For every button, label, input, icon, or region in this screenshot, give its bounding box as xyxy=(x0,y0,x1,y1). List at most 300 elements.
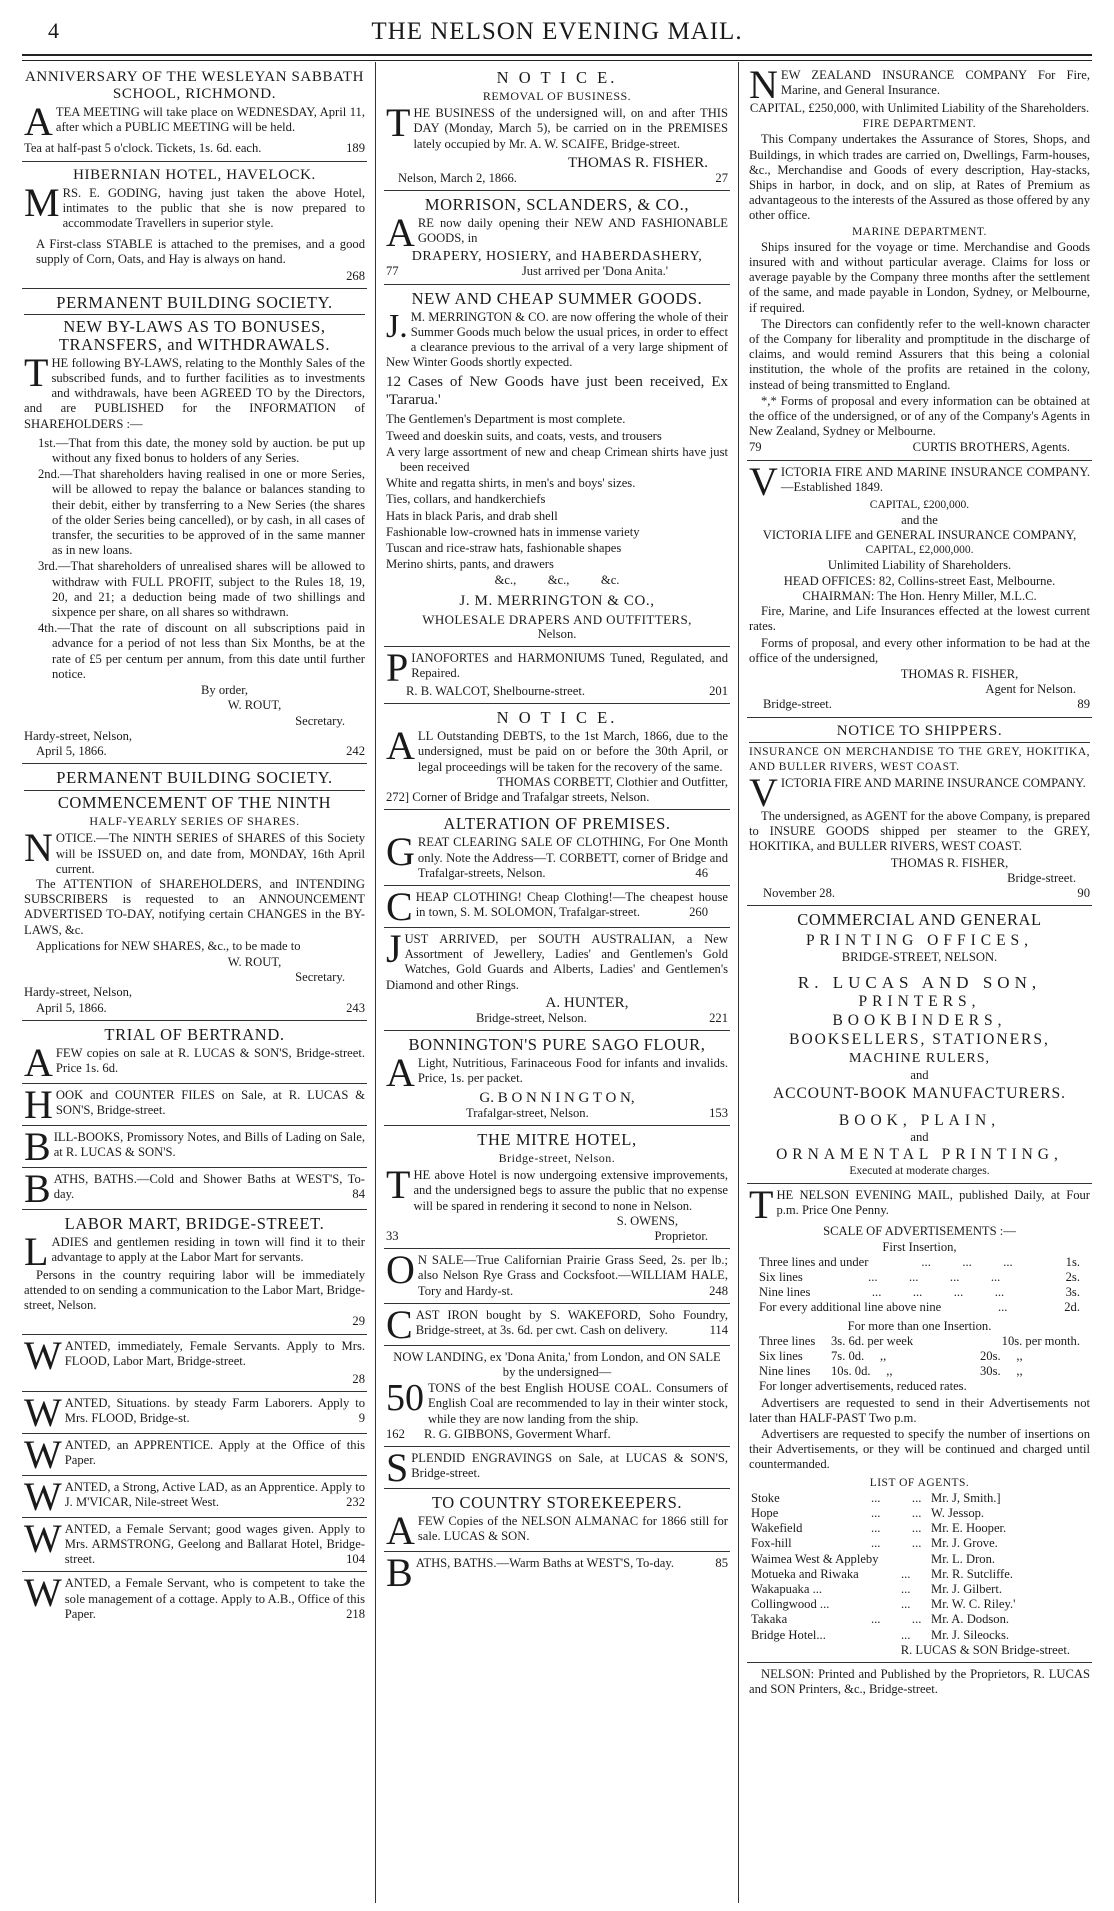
ad-text: PLENDID ENGRAVINGS on Sale, at LUCAS & SON'S, Bridge-street. xyxy=(411,1450,728,1481)
ad-body xyxy=(24,1039,365,1085)
rate-value: 1s. xyxy=(1065,1254,1080,1269)
ad-body xyxy=(386,307,728,371)
ad-number: 28 xyxy=(352,1371,365,1386)
agent-place: Stoke xyxy=(751,1490,780,1505)
ad-number: 27 xyxy=(715,171,728,186)
ad-text: CAPITAL, £200,000. xyxy=(869,498,970,511)
ad-number: 243 xyxy=(346,1000,365,1015)
ad-text: A First-class STABLE is attached to the premises, and a good supply of Corn, Oats, and Hay is always on hand. xyxy=(36,237,365,267)
ad-text: FEW copies on sale at R. LUCAS & SON'S, Bridge-street. Price 1s. 6d. xyxy=(55,1045,365,1075)
leader-dots: ... ... xyxy=(871,1490,922,1505)
ad-number: 189 xyxy=(346,141,365,156)
ad-text: DRAPERY, HOSIERY, and HABERDASHERY, xyxy=(411,249,703,265)
ad-number: 201 xyxy=(709,684,728,699)
ad-text: Advertisers are requested to send in their Advertisements not later than HALF-PAST Two p.m. xyxy=(749,1395,1090,1425)
trade-line: ACCOUNT-BOOK MANUFACTURERS. xyxy=(772,1084,1067,1102)
newspaper-title: THE NELSON EVENING MAIL. xyxy=(371,18,743,45)
ad-footer xyxy=(386,790,728,805)
list-item: A very large assortment of new and cheap Crimean shirts have just been received xyxy=(386,444,728,475)
ad-text: ADIES and gentlemen residing in town will find it to their advantage to apply at the Labor Mart for servants. xyxy=(51,1234,365,1264)
agent-place: Bridge Hotel... xyxy=(751,1627,826,1642)
agent-name: Mr. L. Dron. xyxy=(931,1551,996,1566)
ad-text: M. MERRINGTON & CO. are now offering the whole of their Summer Goods much below the usual prices, in order to effect a clearance previous to the arrival of a very large shipment of New Winter Goods shortly expected. xyxy=(386,309,728,370)
signer-role: Proprietor. xyxy=(654,1228,708,1243)
ad-footer-text: Tea at half-past 5 o'clock. Tickets, 1s. 6d. each. xyxy=(24,141,262,156)
list-item: Fashionable low-crowned hats in immense variety xyxy=(386,524,640,539)
agent-row xyxy=(751,1628,1090,1643)
ad-text: *,* Forms of proposal and every information can be obtained at the office of the undersigned, or of any of the Company's Agents in New Zealand, Sydney or Melbourne. xyxy=(749,393,1090,439)
ad-number: 9 xyxy=(358,1410,365,1425)
ad-footer xyxy=(386,684,728,699)
rate-label: Six lines xyxy=(759,1348,803,1363)
trade-line: PRINTERS, xyxy=(858,993,981,1011)
ad-number: 89 xyxy=(1077,697,1090,712)
signer-role: Secretary. xyxy=(295,970,345,985)
ad-number: 268 xyxy=(346,268,365,283)
address: Bridge-street. xyxy=(1007,870,1076,885)
ad-number: 104 xyxy=(346,1552,365,1567)
section-head: FIRE DEPARTMENT. xyxy=(862,118,977,131)
ad-number: 85 xyxy=(715,1555,728,1570)
agent-row xyxy=(751,1491,1090,1506)
ad-title: N O T I C E. xyxy=(496,68,618,87)
ad-title: HIBERNIAN HOTEL, HAVELOCK. xyxy=(73,166,316,183)
place: Nelson. xyxy=(537,626,577,641)
ad-text: HE BUSINESS of the undersigned will, on and after THIS DAY (Monday, March 5), be carried on in the PREMISES lately occupied by Mr. A. W. SCAIFE, Bridge-street. xyxy=(413,106,728,151)
ad-text: HEAP CLOTHING! Cheap Clothing!—The cheapest house in town, S. M. SOLOMON, Trafalgar-street. xyxy=(415,889,728,920)
ad-text: LL Outstanding DEBTS, to the 1st March, 1866, due to the undersigned, must be paid on or before the 30th April, or legal proceedings will be taken for the recovery of the same. xyxy=(417,729,728,774)
agent-row xyxy=(751,1582,1090,1597)
leader-dots: ... ... xyxy=(871,1506,922,1521)
ad-title: THE MITRE HOTEL, xyxy=(477,1129,637,1149)
ad-text: HE NELSON EVENING MAIL, published Daily, at Four p.m. Price One Penny. xyxy=(776,1187,1090,1218)
agent-name: Mr. A. Dodson. xyxy=(931,1612,1010,1627)
date: Nelson, March 2, 1866. xyxy=(398,171,517,186)
rate-row xyxy=(759,1255,1080,1270)
leader-dots: ... ... ... ... xyxy=(871,1285,1005,1300)
agent-row xyxy=(751,1597,1090,1612)
ad-body xyxy=(24,179,365,232)
ad-text: Advertisers are requested to specify the number of insertions on their Advertisements, or they will be continued and charged until countermanded. xyxy=(749,1427,1090,1472)
ad-house-coal xyxy=(384,1346,730,1447)
ad-subtitle: NEW BY-LAWS AS TO BONUSES, TRANSFERS, and WITHDRAWALS. xyxy=(24,314,365,354)
ad-text: Applications for NEW SHARES, &c., to be made to xyxy=(36,938,301,953)
signer: W. ROUT, xyxy=(227,954,282,969)
ad-body xyxy=(386,100,728,152)
ad-body xyxy=(24,99,365,144)
ad-body xyxy=(386,210,728,256)
ad-printing-offices xyxy=(747,906,1092,1184)
drop-cap: A xyxy=(24,99,53,144)
ad-baths xyxy=(22,1165,367,1211)
column-divider xyxy=(375,62,376,1903)
address: Corner of Bridge and Trafalgar streets, Nelson. xyxy=(412,790,650,805)
agent-name: Mr. E. Hooper. xyxy=(931,1521,1007,1536)
ad-text: TEA MEETING will take place on WEDNESDAY, April 11, after which a PUBLIC MEETING will be held. xyxy=(55,105,365,135)
ad-text: Ships insured for the voyage or time. Merchandise and Goods insured with and without particular average. Claims for loss or average payable by the Company three months after the settlement of the same, and made payable in London, Sydney, or Melbourne, if required. xyxy=(749,239,1090,315)
drop-cap: J. xyxy=(386,307,408,345)
agent-place: Wakefield xyxy=(751,1521,803,1536)
rate-row xyxy=(759,1270,1080,1285)
signer: W. ROUT, xyxy=(227,698,282,713)
place: Hardy-street, Nelson, xyxy=(24,985,133,1000)
ad-number: 153 xyxy=(709,1105,728,1120)
agent-row xyxy=(751,1552,1090,1567)
ad-body xyxy=(24,1165,365,1211)
ad-cast-iron xyxy=(384,1301,730,1347)
drop-cap: C xyxy=(386,883,413,929)
drop-cap: O xyxy=(386,1247,415,1293)
agent-row xyxy=(751,1567,1090,1582)
ad-text: and xyxy=(910,1129,929,1144)
agent-row xyxy=(751,1536,1090,1551)
ad-text: Executed at moderate charges. xyxy=(849,1164,990,1177)
address: Trafalgar-street, Nelson. xyxy=(466,1105,589,1120)
leader-dots: ... ... ... ... xyxy=(868,1269,1001,1284)
date: April 5, 1866. xyxy=(36,743,107,758)
ad-building-society-ninth xyxy=(22,764,367,1021)
list-item: Ties, collars, and handkerchiefs xyxy=(386,492,546,507)
agent-place: Motueka and Riwaka xyxy=(751,1566,859,1581)
leader-dots: ... xyxy=(901,1582,911,1597)
agent-place: Collingwood ... xyxy=(751,1597,830,1612)
ad-footer xyxy=(749,886,1090,901)
drop-cap: C xyxy=(386,1301,413,1347)
ad-body xyxy=(24,1123,365,1169)
drop-cap: T xyxy=(386,100,411,146)
ad-bill-books xyxy=(22,1123,367,1169)
ad-text: AST IRON bought by S. WAKEFORD, Soho Foundry, Bridge-street, at 3s. 6d. per cwt. Cash on delivery. xyxy=(415,1307,728,1337)
ad-footer xyxy=(24,1001,365,1016)
ad-body xyxy=(386,1162,728,1214)
section-head: LIST OF AGENTS. xyxy=(869,1476,970,1489)
ad-wanted-female-servant xyxy=(22,1515,367,1573)
imprint-text: NELSON: Printed and Published by the Proprietors, R. LUCAS and SON Printers, &c., Bridge-street. xyxy=(749,1667,1090,1697)
agent-place: Wakapuaka ... xyxy=(751,1582,823,1597)
drop-cap: V xyxy=(749,458,778,504)
agent-name: Mr. J, Smith.] xyxy=(931,1490,1001,1505)
drop-cap: G xyxy=(386,829,415,875)
ad-subtitle: Bridge-street, Nelson. xyxy=(498,1150,616,1165)
rate-value: 2s. xyxy=(1065,1269,1080,1284)
ad-text: ILL-BOOKS, Promissory Notes, and Bills of Lading on Sale, at R. LUCAS & SON'S. xyxy=(53,1129,365,1159)
ad-footer xyxy=(386,1229,728,1244)
ad-hook-files xyxy=(22,1081,367,1127)
section-head: SCALE OF ADVERTISEMENTS :— xyxy=(823,1224,1016,1239)
drop-cap: W xyxy=(24,1332,62,1378)
signer: R. LUCAS & SON Bridge-street. xyxy=(900,1642,1070,1657)
address: Bridge-street. xyxy=(763,697,832,712)
ad-number: 232 xyxy=(346,1494,365,1509)
leader-dots: ... ... xyxy=(871,1521,922,1536)
ad-body xyxy=(24,1431,365,1477)
rate-table xyxy=(749,1334,1090,1380)
agent-place: Waimea West & Appleby xyxy=(751,1551,879,1566)
drop-cap: H xyxy=(24,1081,53,1127)
ad-victoria-insurance xyxy=(747,458,1092,718)
ad-removal-of-business xyxy=(384,64,730,191)
drop-cap: W xyxy=(24,1473,62,1519)
ad-text: REAT CLEARING SALE OF CLOTHING, For One Month only. Note the Address—T. CORBETT, corner of Bridge and Trafalgar-streets, Nelson. xyxy=(417,835,728,880)
signer: THOMAS R. FISHER, xyxy=(900,666,1019,681)
trade-line: BOOK, PLAIN, xyxy=(838,1111,1001,1129)
firm-subtitle: WHOLESALE DRAPERS AND OUTFITTERS, xyxy=(422,611,692,627)
ad-country-storekeepers xyxy=(384,1489,730,1552)
by-order: By order, xyxy=(200,683,249,698)
ad-notice-to-shippers xyxy=(747,718,1092,907)
ad-body xyxy=(749,1181,1090,1227)
address: BRIDGE-STREET, NELSON. xyxy=(841,950,998,965)
ad-title: ALTERATION OF PREMISES. xyxy=(443,814,671,834)
rate-label: Six lines xyxy=(759,1269,803,1284)
ad-body xyxy=(386,1377,728,1427)
ad-wanted-cottage xyxy=(22,1572,367,1626)
big-number: 50 xyxy=(386,1377,424,1420)
agent-name: Mr. R. Sutcliffe. xyxy=(931,1566,1013,1581)
rate-label: Nine lines xyxy=(759,1285,811,1300)
ad-text: Just arrived per 'Dona Anita.' xyxy=(521,264,668,279)
signer: R. G. GIBBONS, Goverment Wharf. xyxy=(424,1426,611,1441)
ad-number: 90 xyxy=(1077,885,1090,900)
bylaw-item: 1st.—That from this date, the money sold by auction. be put up without any fixed bonus to holders of any Series. xyxy=(38,435,365,466)
rate-label: Nine lines xyxy=(759,1364,811,1379)
ad-body xyxy=(24,1473,365,1519)
ad-body xyxy=(749,769,1090,815)
ad-text: VICTORIA LIFE and GENERAL INSURANCE COMPANY, xyxy=(762,528,1077,543)
ad-number: 84 xyxy=(352,1186,365,1201)
drop-cap: W xyxy=(24,1389,62,1435)
signer: G. B O N N I N G T O N, xyxy=(479,1089,635,1106)
ad-body xyxy=(749,458,1090,504)
ad-body xyxy=(386,829,728,881)
rate-row xyxy=(759,1364,1080,1379)
ad-number: 242 xyxy=(346,743,365,758)
list-item: The Gentlemen's Department is most complete. xyxy=(386,412,626,427)
ad-text: HE following BY-LAWS, relating to the Monthly Sales of the subscribed funds, and to further facilities as to investments and withdrawals, have been AGREED TO by the Directors, and are PUBLISHED for the INFORMATION of SHAREHOLDERS :— xyxy=(24,355,365,431)
drop-cap: J xyxy=(386,925,402,971)
signer: CURTIS BROTHERS, Agents. xyxy=(912,440,1070,455)
ad-title: NOTICE TO SHIPPERS. xyxy=(836,722,1003,739)
rate-row xyxy=(759,1334,1080,1349)
ad-number: 79 xyxy=(749,440,762,455)
ad-trial-of-bertrand xyxy=(22,1021,367,1084)
signer: THOMAS CORBETT, Clothier and Outfitter, xyxy=(497,774,728,789)
ad-title: BONNINGTON'S PURE SAGO FLOUR, xyxy=(408,1035,706,1055)
ad-text: ATHS, BATHS.—Cold and Shower Baths at WEST'S, To-day. xyxy=(53,1171,365,1201)
ad-text: ANTED, a Female Servant; good wages given. Apply to Mrs. ARMSTRONG, Geelong and Ballarat Hotel, Bridge-street. xyxy=(64,1521,365,1567)
column-2 xyxy=(384,64,730,1903)
ad-building-society-bylaws xyxy=(22,289,367,764)
ad-alteration-of-premises xyxy=(384,810,730,886)
ad-footer xyxy=(24,744,365,759)
leader-dots: ... ... ... xyxy=(921,1254,1013,1269)
ad-text: HEAD OFFICES: 82, Collins-street East, Melbourne. xyxy=(783,573,1056,588)
ad-text: ATHS, BATHS.—Warm Baths at WEST'S, To-day. xyxy=(415,1555,674,1570)
signer-role: Agent for Nelson. xyxy=(985,682,1076,697)
ad-body xyxy=(24,1332,365,1378)
ad-subtitle: REMOVAL OF BUSINESS. xyxy=(482,89,632,103)
signer: THOMAS R. FISHER, xyxy=(890,855,1009,870)
ad-title: PERMANENT BUILDING SOCIETY. xyxy=(56,292,333,312)
ad-title: EW ZEALAND INSURANCE COMPANY For Fire, Marine, and General Insurance. xyxy=(780,68,1090,98)
bylaw-item: 2nd.—That shareholders having realised in one or more Series, will be allowed to repay the balance or balances standing to their debit, either by transferring to a New Series (the shares of the older Series being cancelled), or by cash, in all cases of transfer, the securities to be approved of in the same manner as in new loans. xyxy=(38,467,365,558)
drop-cap: B xyxy=(386,1549,413,1595)
ad-footer xyxy=(749,440,1090,455)
ad-text: ANTED, Situations. by steady Farm Laborers. Apply to Mrs. FLOOD, Bridge-st. xyxy=(64,1395,365,1425)
ad-text: IANOFORTES and HARMONIUMS Tuned, Regulated, and Repaired. xyxy=(411,651,728,681)
ad-text: Light, Nutritious, Farinaceous Food for infants and invalids. Price, 1s. per packet. xyxy=(417,1056,728,1086)
ad-footer xyxy=(386,1427,728,1442)
agent-place: Fox-hill xyxy=(751,1536,792,1551)
column-3 xyxy=(747,64,1092,1903)
drop-cap: P xyxy=(386,645,409,691)
imprint xyxy=(747,1663,1092,1702)
ad-text: Unlimited Liability of Shareholders. xyxy=(827,558,1012,573)
drop-cap: B xyxy=(24,1123,51,1169)
ad-wanted-situations xyxy=(22,1389,367,1435)
ad-text: For longer advertisements, reduced rates. xyxy=(759,1379,967,1394)
date: April 5, 1866. xyxy=(36,1000,107,1015)
ad-text: ANTED, immediately, Female Servants. Apply to Mrs. FLOOD, Labor Mart, Bridge-street. xyxy=(64,1338,365,1368)
signer: R. B. WALCOT, Shelbourne-street. xyxy=(406,684,585,699)
ad-outstanding-debts xyxy=(384,704,730,810)
firm-name: R. LUCAS AND SON, xyxy=(797,973,1042,993)
ad-footer xyxy=(749,697,1090,712)
drop-cap: M xyxy=(24,179,60,225)
ad-text: ANTED, a Strong, Active LAD, as an Apprentice. Apply to J. M'VICAR, Nile-street West. xyxy=(64,1479,365,1509)
trade-line: BOOKBINDERS, xyxy=(832,1012,1007,1030)
leader-dots: ... xyxy=(998,1300,1008,1315)
ad-cheap-clothing xyxy=(384,883,730,929)
rate-table xyxy=(749,1255,1090,1316)
ad-morrison-sclanders xyxy=(384,191,730,284)
ad-text: CHAIRMAN: The Hon. Henry Miller, M.L.C. xyxy=(802,588,1037,603)
rate-label: For every additional line above nine xyxy=(759,1300,942,1315)
signer-role: Secretary. xyxy=(295,713,345,728)
drop-cap: W xyxy=(24,1515,62,1561)
place: Hardy-street, Nelson, xyxy=(24,728,133,743)
ad-text: and the xyxy=(901,512,938,527)
drop-cap: L xyxy=(24,1228,49,1274)
ad-hibernian xyxy=(22,162,367,289)
ad-footer xyxy=(24,141,365,156)
ad-text: N SALE—True Californian Prairie Grass Seed, 2s. per lb.; also Nelson Rye Grass and Cocksfoot.—WILLIAM HALE, Tory and Hardy-st. xyxy=(417,1253,728,1298)
masthead xyxy=(0,18,1114,54)
trade-line: ORNAMENTAL PRINTING, xyxy=(776,1145,1063,1163)
ad-subtitle: HALF-YEARLY SERIES OF SHARES. xyxy=(89,814,300,829)
page-number: 4 xyxy=(48,18,59,43)
ad-subtitle: INSURANCE ON MERCHANDISE TO THE GREY, HOKITIKA, AND BULLER RIVERS, WEST COAST. xyxy=(749,742,1090,775)
date: November 28. xyxy=(763,885,836,900)
ad-title: ICTORIA FIRE AND MARINE INSURANCE COMPANY.—Established 1849. xyxy=(780,464,1090,494)
ad-footer xyxy=(386,264,728,279)
ad-number: 221 xyxy=(709,1010,728,1025)
ad-number: 29 xyxy=(352,1314,365,1329)
bylaw-item: 4th.—That the rate of discount on all subscriptions paid in advance for a period of not less than Six Months, be at the rate of £5 per centum per annum, from this date until further notice. xyxy=(38,621,365,681)
ad-text: This Company undertakes the Assurance of Stores, Shops, and Buildings, in which trades are carried on, Dwellings, Farm-houses, &c., Merchandise and Goods of every description, Hay-stacks, Ships in harbor, in dock, and on slip, at Rates of Premium as advantageous to the interests of the Assured as those offered by any other office. xyxy=(749,132,1090,223)
rate-label: Three lines xyxy=(759,1333,816,1348)
etc-line: &c., &c., &c. xyxy=(494,573,620,588)
masthead-rule xyxy=(22,54,1092,61)
ad-body xyxy=(386,883,728,929)
ad-wanted-lad xyxy=(22,1473,367,1519)
rate-row xyxy=(759,1349,1080,1364)
ad-body xyxy=(24,1570,365,1622)
ad-body xyxy=(24,1515,365,1568)
drop-cap: B xyxy=(24,1165,51,1211)
list-item: Tuscan and rice-straw hats, fashionable shapes xyxy=(386,541,622,556)
agent-row xyxy=(751,1612,1090,1627)
leader-dots: ... ... xyxy=(871,1536,922,1551)
bylaw-list xyxy=(24,436,365,682)
ad-text: First Insertion, xyxy=(882,1239,957,1254)
ad-footer xyxy=(386,1011,728,1026)
ad-body xyxy=(386,925,728,993)
ad-title: PERMANENT BUILDING SOCIETY. xyxy=(56,768,333,788)
ad-sago-flour xyxy=(384,1031,730,1126)
ad-title: NEW AND CHEAP SUMMER GOODS. xyxy=(411,288,703,308)
rate-value: 10s. per month. xyxy=(1001,1333,1080,1348)
ad-text: CAPITAL, £2,000,000. xyxy=(865,544,974,557)
rate-value: 3s. 6d. per week xyxy=(831,1333,914,1348)
leader-dots: ... xyxy=(901,1627,911,1642)
list-item: Merino shirts, pants, and drawers xyxy=(386,557,554,572)
ad-body xyxy=(24,825,365,877)
trade-line: MACHINE RULERS, xyxy=(848,1051,990,1067)
agent-name: Mr. W. C. Riley.' xyxy=(931,1597,1016,1612)
trade-line: BOOKSELLERS, STATIONERS, xyxy=(789,1031,1050,1049)
signer: A. HUNTER, xyxy=(545,994,629,1011)
drop-cap: A xyxy=(386,210,415,256)
ad-text: FEW Copies of the NELSON ALMANAC for 1866 still for sale. LUCAS & SON. xyxy=(417,1513,728,1544)
rate-value: 10s. 0d. ,, xyxy=(831,1364,893,1379)
bylaw-item: 3rd.—That shareholders of unrealised shares will be allowed to withdraw with FULL PROFIT, subject to the Rules 18, 19, 20, and 21; a deduction being made of two shillings and sixpence per share, on all shares so withdrawn. xyxy=(38,559,365,620)
ad-text: TONS of the best English HOUSE COAL. Consumers of English Coal are recommended to lay in their winter stock, while they are now landing from the ship. xyxy=(428,1381,728,1426)
leader-dots: ... ... xyxy=(871,1612,922,1627)
ad-text: HE above Hotel is now undergoing extensive improvements, and the undersigned begs to assure the public that no expense will be spared in rendering it second to none in Nelson. xyxy=(413,1168,728,1213)
ad-text: The undersigned, as AGENT for the above Company, is prepared to INSURE GOODS shipped per steamer to the GREY, HOKITIKA, and BULLER RIVERS, WEST COAST. xyxy=(749,808,1090,854)
ad-text: ANTED, an APPRENTICE. Apply at the Office of this Paper. xyxy=(64,1437,365,1467)
ad-footer xyxy=(386,171,728,186)
ad-text: Persons in the country requiring labor will be immediately attended to on sending a communication to the Labor Mart, Bridge-street, Nelson. xyxy=(24,1267,365,1313)
agent-name: W. Jessop. xyxy=(931,1506,985,1521)
ad-body xyxy=(386,1050,728,1096)
drop-cap: N xyxy=(24,825,53,871)
ad-text: UST ARRIVED, per SOUTH AUSTRALIAN, a New Assortment of Jewellery, Ladies' and Gentlemen's Gold Watches, Gold Guards and Alberts, Ladies' and Gentlemen's Diamond and other Rings. xyxy=(386,931,728,992)
rate-row xyxy=(759,1285,1080,1300)
agent-place: Takaka xyxy=(751,1612,788,1627)
ad-body xyxy=(386,1301,728,1347)
column-1 xyxy=(22,64,367,1903)
ad-warm-baths xyxy=(384,1549,730,1595)
agent-name: Mr. J. Grove. xyxy=(931,1536,998,1551)
list-item: Tweed and doeskin suits, and coats, vests, and trousers xyxy=(386,428,662,443)
ad-body xyxy=(24,349,365,432)
ad-body xyxy=(386,1549,728,1595)
ad-text: OTICE.—The NINTH SERIES of SHARES of this Society will be ISSUED on, and date from, MONDAY, 16th April current. xyxy=(55,831,365,876)
agent-row xyxy=(751,1521,1090,1536)
ad-title: COMMERCIAL AND GENERAL xyxy=(797,910,1042,930)
ad-text: The ATTENTION of SHAREHOLDERS, and INTENDING SUBSCRIBERS is requested to an ANNOUNCEMENT ADVERTISED TO-DAY, notifying certain CHANGES in the BY-LAWS, &c. xyxy=(24,876,365,937)
ad-text: For more than one Insertion. xyxy=(847,1318,992,1333)
drop-cap: A xyxy=(386,1507,415,1553)
ad-wesleyan xyxy=(22,64,367,162)
drop-cap: T xyxy=(749,1181,774,1227)
ad-text: ANTED, a Female Servant, who is competent to take the sole management of a cottage. Apply to A.B., Office of this Paper. xyxy=(64,1576,365,1621)
ad-title: TO COUNTRY STOREKEEPERS. xyxy=(431,1492,683,1512)
ad-text: Fire, Marine, and Life Insurances effected at the lowest current rates. xyxy=(749,604,1090,634)
drop-cap: A xyxy=(24,1039,53,1085)
